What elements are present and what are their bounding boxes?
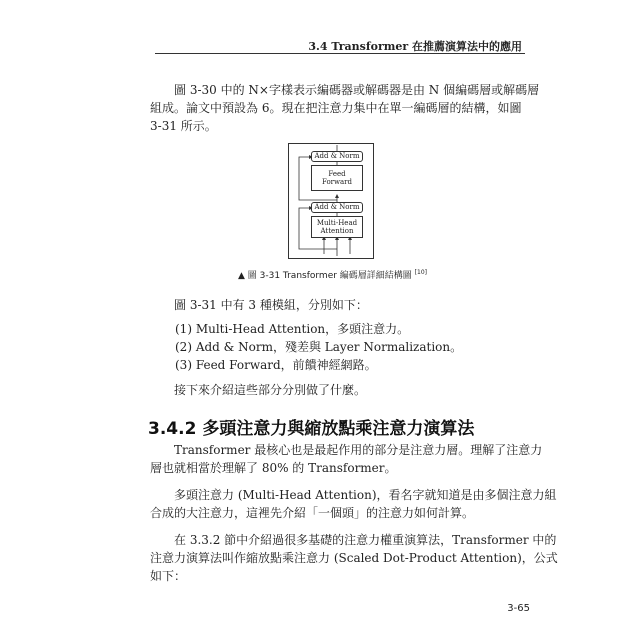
intro-paragraph — [150, 81, 540, 135]
paragraph-line: 如下： — [150, 569, 187, 583]
multi-head-attention-block — [311, 216, 363, 238]
header-rule — [155, 53, 525, 54]
modules-outro — [150, 381, 525, 399]
caption-text: ▲ 圖 3-31 Transformer 編碼層詳細結構圖 — [238, 271, 412, 281]
encoder-layer-diagram — [288, 143, 374, 259]
paragraph-line: 注意力演算法叫作縮放點乘注意力 (Scaled Dot-Product Attention)，公式 — [150, 551, 558, 565]
module-list-item: (2) Add & Norm，殘差與 Layer Normalization。 — [175, 340, 463, 354]
page-number: 3-65 — [507, 603, 530, 614]
modules-intro — [150, 296, 525, 314]
paragraph-line: 合成的大注意力，這裡先介紹「一個頭」的注意力如何計算。 — [150, 506, 475, 520]
running-header: 3.4 Transformer 在推薦演算法中的應用 — [308, 40, 522, 53]
feed-forward-label: Feed — [328, 170, 346, 178]
section-paragraph-3 — [150, 531, 558, 585]
modules-intro-line: 圖 3-31 中有 3 種模組，分別如下： — [174, 298, 368, 312]
figure-caption — [238, 268, 427, 281]
intro-line: 圖 3-30 中的 N×字樣表示編碼器或解碼器是由 N 個編碼層或解碼層 — [174, 83, 540, 97]
paragraph-line: 在 3.3.2 節中介紹過很多基礎的注意力權重演算法，Transformer 中的 — [174, 533, 557, 547]
intro-line: 3-31 所示。 — [150, 119, 217, 133]
paragraph-line: 層也就相當於理解了 80% 的 Transformer。 — [150, 461, 397, 475]
paragraph-line: 多頭注意力 (Multi-Head Attention)，看名字就知道是由多個注意力組 — [174, 488, 557, 502]
mha-label: Attention — [320, 227, 354, 235]
mha-label: Multi-Head — [316, 219, 358, 227]
add-norm-block-top: Add & Norm — [311, 151, 363, 162]
section-paragraph-2 — [150, 486, 557, 522]
add-norm-block-bottom: Add & Norm — [311, 202, 363, 213]
section-paragraph-1 — [150, 441, 543, 477]
caption-reference: [10] — [414, 269, 427, 276]
feed-forward-block — [311, 165, 363, 191]
modules-outro-line: 接下來介紹這些部分分別做了什麼。 — [174, 383, 367, 397]
intro-line: 組成。論文中預設為 6。現在把注意力集中在單一編碼層的結構，如圖 — [150, 101, 522, 115]
feed-forward-label: Forward — [321, 178, 353, 186]
module-list-item: (1) Multi-Head Attention，多頭注意力。 — [175, 322, 410, 336]
module-list-item: (3) Feed Forward，前饋神經網路。 — [175, 358, 377, 372]
section-heading: 3.4.2 多頭注意力與縮放點乘注意力演算法 — [148, 419, 475, 439]
paragraph-line: Transformer 最核心也是最起作用的部分是注意力層。理解了注意力 — [174, 443, 543, 457]
